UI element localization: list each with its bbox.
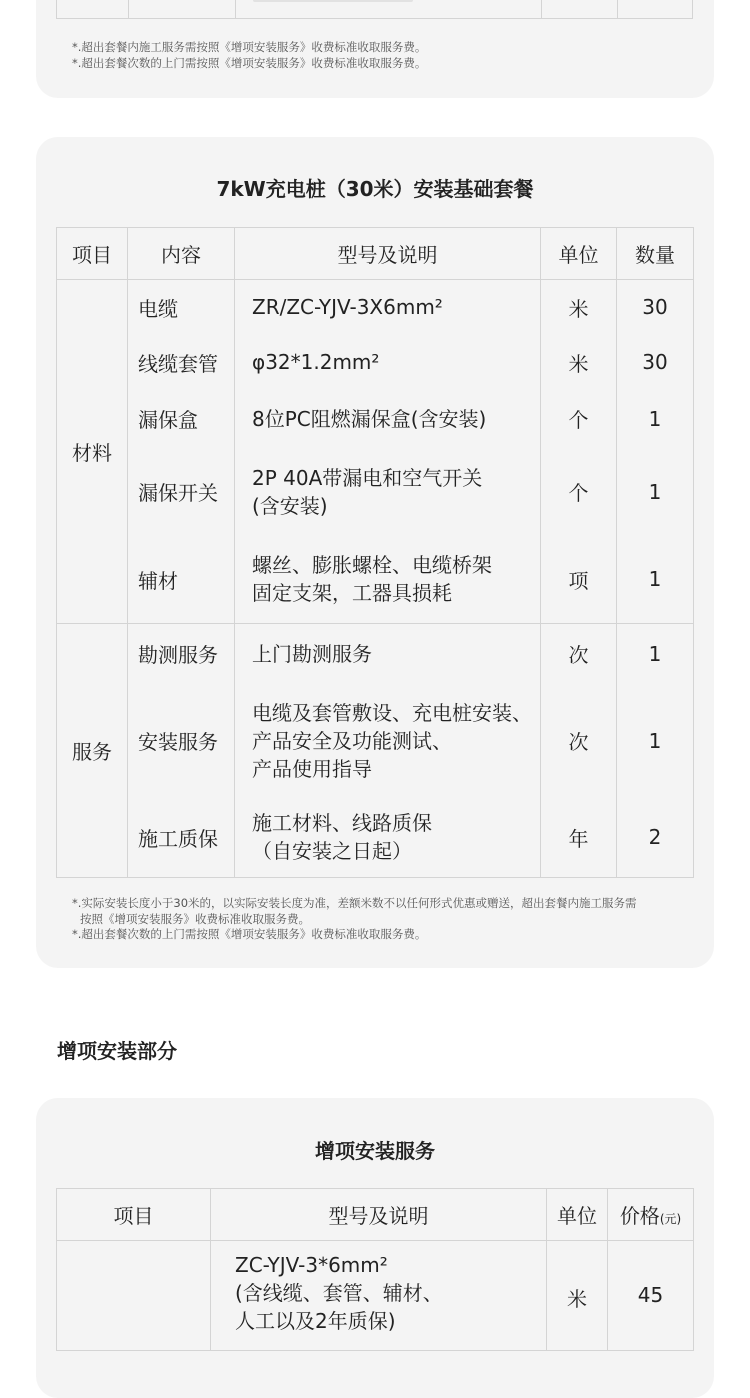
row-content: 电缆 <box>128 280 235 335</box>
note-line: 按照《增项安装服务》收费标准收取服务费。 <box>80 911 310 926</box>
row-model: φ32*1.2mm² <box>235 335 541 390</box>
row-qty: 2 <box>617 798 694 878</box>
table-divider <box>235 0 236 18</box>
note-line: *.超出套餐次数的上门需按照《增项安装服务》收费标准收取服务费。 <box>72 927 427 941</box>
model-line: (含安装) <box>252 493 328 518</box>
addon-title: 增项安装服务 <box>315 1139 435 1163</box>
header-qty: 数量 <box>617 228 694 280</box>
note-line: *.超出套餐次数的上门需按照《增项安装服务》收费标准收取服务费。 <box>72 55 427 70</box>
row-unit: 次 <box>541 624 617 684</box>
header-content: 内容 <box>128 228 235 280</box>
row-qty: 1 <box>617 448 694 536</box>
model-line: 产品安全及功能测试、 <box>252 728 452 753</box>
package-table <box>56 227 694 878</box>
row-model: 上门勘测服务 <box>235 624 541 684</box>
table-row <box>57 684 694 798</box>
row-unit: 米 <box>547 1241 608 1351</box>
group-services: 服务 <box>57 624 128 878</box>
model-line: 施工材料、线路质保 <box>252 811 432 836</box>
header-model: 型号及说明 <box>235 228 541 280</box>
header-price-unit: (元) <box>659 1212 682 1226</box>
table-row <box>57 1241 694 1351</box>
header-unit: 单位 <box>547 1189 608 1241</box>
row-unit: 米 <box>541 280 617 335</box>
table-divider <box>128 0 129 18</box>
row-unit: 米 <box>541 335 617 390</box>
row-content: 安装服务 <box>128 684 235 798</box>
row-model <box>235 798 541 878</box>
model-line: 固定支架，工器具损耗 <box>252 581 452 606</box>
table-row <box>57 798 694 878</box>
row-model: ZR/ZC-YJV-3X6mm² <box>235 280 541 335</box>
package-title: 7kW充电桩（30米）安装基础套餐 <box>216 177 534 201</box>
model-line: （自安装之日起） <box>252 839 412 864</box>
header-item: 项目 <box>57 228 128 280</box>
row-content: 线缆套管 <box>128 335 235 390</box>
row-unit: 次 <box>541 684 617 798</box>
table-header-row <box>57 1189 694 1241</box>
header-unit: 单位 <box>541 228 617 280</box>
row-price: 45 <box>608 1241 694 1351</box>
table-divider <box>617 0 618 18</box>
row-qty: 1 <box>617 390 694 448</box>
model-line: 螺丝、膨胀螺栓、电缆桥架 <box>252 553 492 578</box>
package-notes <box>72 40 686 71</box>
table-row <box>57 390 694 448</box>
addon-card <box>36 1098 714 1398</box>
row-unit: 年 <box>541 798 617 878</box>
row-content: 勘测服务 <box>128 624 235 684</box>
table-divider <box>541 0 542 18</box>
previous-package-card <box>36 0 714 98</box>
table-row <box>57 624 694 684</box>
model-line: 电缆及套管敷设、充电桩安装、 <box>252 700 532 725</box>
package-notes <box>72 896 686 943</box>
table-header-row <box>57 228 694 280</box>
note-line: *.实际安装长度小于30米的，以实际安装长度为准，差额米数不以任何形式优惠或赠送，超出套餐内施工服务需 <box>72 896 637 910</box>
model-line: 产品使用指导 <box>252 756 372 781</box>
row-model: 8位PC阻燃漏保盒(含安装) <box>235 390 541 448</box>
table-row <box>57 448 694 536</box>
model-line: (含线缆、套管、辅材、 <box>235 1281 443 1305</box>
addon-table <box>56 1188 694 1351</box>
model-line: ZC-YJV-3*6mm² <box>235 1253 388 1277</box>
table-row <box>57 280 694 335</box>
model-line: 人工以及2年质保) <box>235 1309 396 1333</box>
row-content: 漏保开关 <box>128 448 235 536</box>
row-unit: 项 <box>541 536 617 624</box>
package-card <box>36 137 714 968</box>
table-row <box>57 536 694 624</box>
header-price-label: 价格 <box>619 1204 660 1228</box>
row-qty: 30 <box>617 335 694 390</box>
row-model <box>235 448 541 536</box>
row-model <box>211 1241 547 1351</box>
header-price <box>608 1189 694 1241</box>
table-row <box>57 335 694 390</box>
note-line: *.超出套餐内施工服务需按照《增项安装服务》收费标准收取服务费。 <box>72 40 427 54</box>
row-content: 漏保盒 <box>128 390 235 448</box>
row-unit: 个 <box>541 448 617 536</box>
row-model <box>235 684 541 798</box>
group-materials: 材料 <box>57 280 128 624</box>
row-item <box>57 1241 211 1351</box>
row-content: 辅材 <box>128 536 235 624</box>
row-qty: 1 <box>617 536 694 624</box>
row-qty: 1 <box>617 684 694 798</box>
row-qty: 1 <box>617 624 694 684</box>
cropped-text-fragment <box>253 0 413 2</box>
model-line: 2P 40A带漏电和空气开关 <box>252 465 483 490</box>
row-model <box>235 536 541 624</box>
previous-package-table-bottom <box>56 0 693 19</box>
row-content: 施工质保 <box>128 798 235 878</box>
header-item: 项目 <box>57 1189 211 1241</box>
section-heading: 增项安装部分 <box>57 1039 177 1063</box>
row-qty: 30 <box>617 280 694 335</box>
header-model: 型号及说明 <box>211 1189 547 1241</box>
row-unit: 个 <box>541 390 617 448</box>
